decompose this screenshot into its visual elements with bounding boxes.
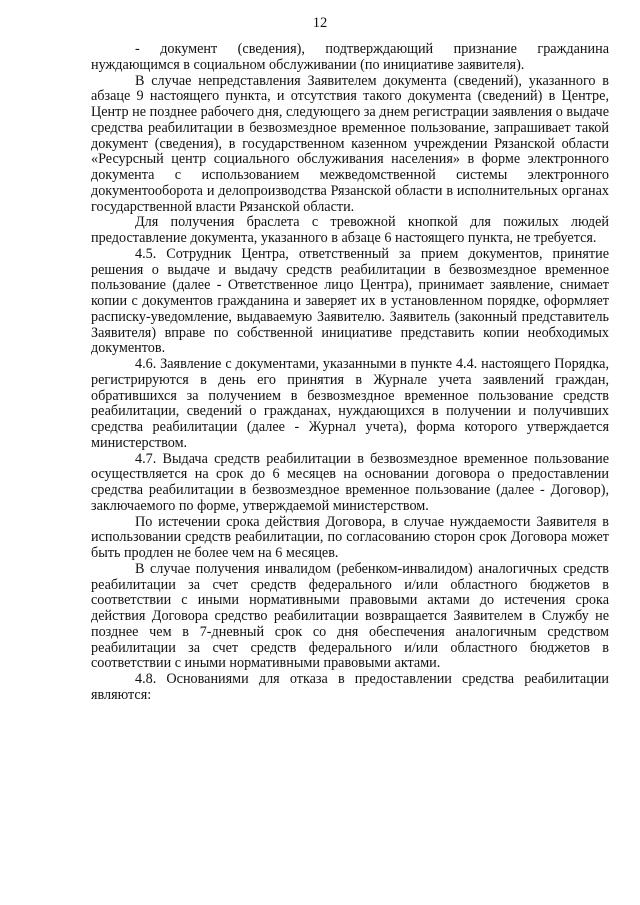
- paragraph-contract-extension: По истечении срока действия Договора, в случае нуждаемости Заявителя в использовании средств реабилитации, по согласованию сторон срок Договора может быть продлен не более чем на 6 месяцев.: [91, 513, 609, 561]
- paragraph-4-6-registration-journal: 4.6. Заявление с документами, указанными в пункте 4.4. настоящего Порядка, регистрируются в день его принятия в Журнале учета заявлений граждан, обратившихся за получением в безвозмездное временное пользование средств реабилитации, сведений о гражданах, нуждающихся в получении и получивших средства реабилитации (далее - Журнал учета), форма которого утверждается министерством.: [91, 356, 609, 451]
- paragraph-return-of-device: В случае получения инвалидом (ребенком-инвалидом) аналогичных средств реабилитации за счет средств федерального и/или областного бюджетов в соответствии с иными нормативными правовыми актами до истечения срока действия Договора средство реабилитации возвращается Заявителем в Службу не позднее чем в 7-дневный срок со дня обеспечения аналогичным средством реабилитации за счет средств федерального и/или областного бюджетов в соответствии с иными нормативными правовыми актами.: [91, 560, 609, 672]
- paragraph-document-confirming-need: - документ (сведения), подтверждающий признание гражданина нуждающимся в социальном обслуживании (по инициативе заявителя).: [91, 41, 609, 73]
- paragraph-4-5-responsible-employee: 4.5. Сотрудник Центра, ответственный за прием документов, принятие решения о выдаче и выдачу средств реабилитации в безвозмездное временное пользование (далее - Ответственное лицо Центра), принимает заявление, снимает копии с документов гражданина и заверяет их в установленном порядке, оформляет расписку-уведомление, выдаваемую Заявителю. Заявитель (законный представитель Заявителя) вправе по собственной инициативе представить копии необходимых документов.: [91, 245, 609, 357]
- paragraph-4-8-refusal-grounds: 4.8. Основаниями для отказа в предоставлении средства реабилитации являются:: [91, 671, 609, 703]
- paragraph-4-7-issuance-term: 4.7. Выдача средств реабилитации в безвозмездное временное пользование осуществляется на срок до 6 месяцев на основании договора о предоставлении средства реабилитации в безвозмездное временное пользование (далее - Договор), заключаемого по форме, утверждаемой министерством.: [91, 450, 609, 514]
- page-number: 12: [312, 15, 328, 31]
- paragraph-missing-document-request: В случае непредставления Заявителем документа (сведений), указанного в абзаце 9 настоящего пункта, и отсутствия такого документа (сведений) в Центре, Центр не позднее рабочего дня, следующего за днем регистрации заявления о выдаче средства реабилитации в безвозмездное временное пользование, запрашивает такой документ (сведения), в государственном казенном учреждении Рязанской области «Ресурсный центр социального обслуживания населения» в форме электронного документа с использованием межведомственной системы электронного документооборота и делопроизводства Рязанской области в исполнительных органах государственной власти Рязанской области.: [91, 72, 609, 215]
- document-body: [91, 42, 609, 704]
- paragraph-alarm-bracelet-exception: Для получения браслета с тревожной кнопкой для пожилых людей предоставление документа, указанного в абзаце 6 настоящего пункта, не требуется.: [91, 214, 609, 246]
